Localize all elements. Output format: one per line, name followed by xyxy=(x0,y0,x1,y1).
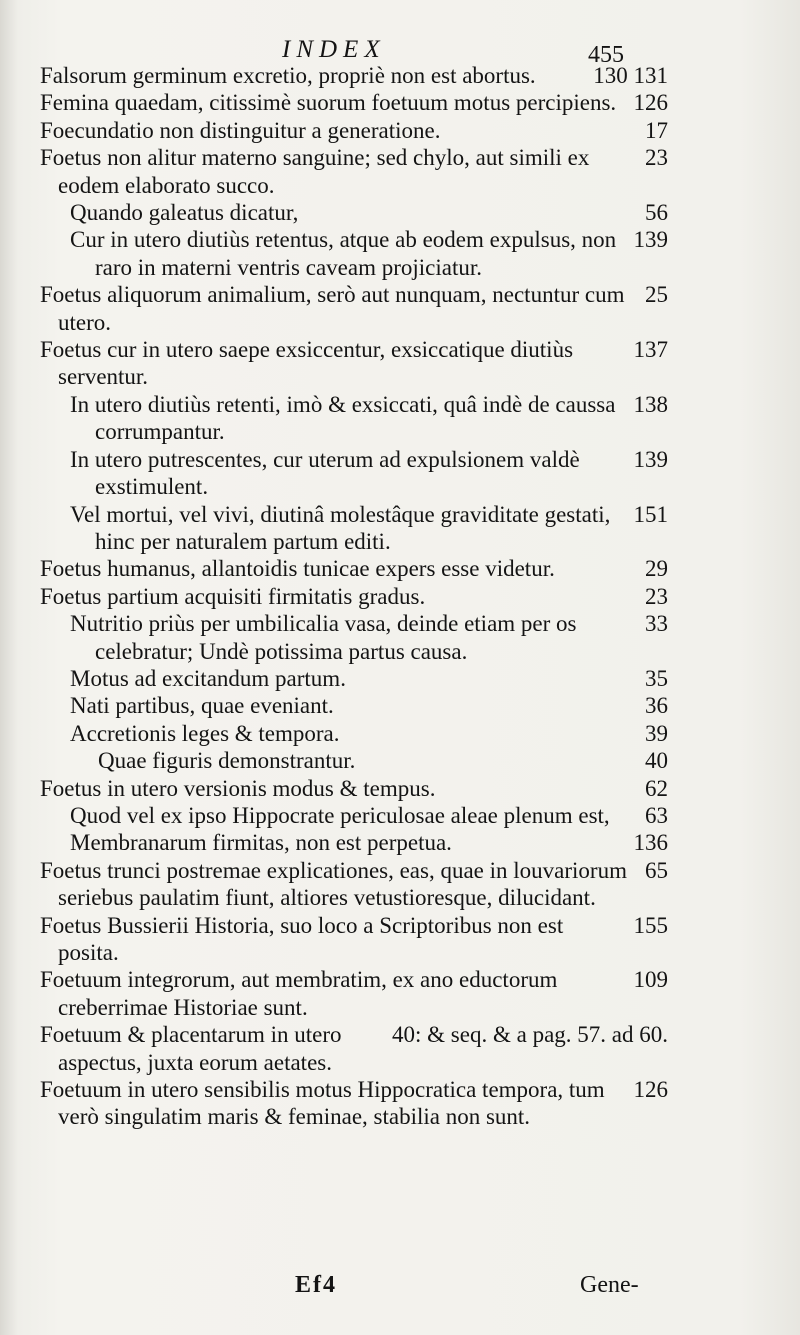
page-reference: 63 xyxy=(645,802,668,828)
entry-text: In utero putrescentes, cur uterum ad expulsionem valdè exstimulent. xyxy=(70,446,580,500)
page-reference: 29 xyxy=(645,556,668,582)
index-entry xyxy=(40,199,668,226)
entry-text: Cur in utero diutiùs retentus, atque ab eodem expulsus, non raro in materni ventris caveam projiciatur. xyxy=(70,227,617,280)
index-entry xyxy=(40,391,668,446)
index-entry xyxy=(40,610,668,665)
page-footer xyxy=(0,1270,800,1310)
index-entry xyxy=(40,89,668,116)
page-reference: 65 xyxy=(645,857,668,883)
entry-text: Nutritio priùs per umbilicalia vasa, deinde etiam per os celebratur; Undè potissima partus causa. xyxy=(70,611,577,664)
entry-text: Foetus non alitur materno sanguine; sed chylo, aut simili ex eodem elaborato succo. xyxy=(40,145,590,198)
entry-text: Foetuum integrorum, aut membratim, ex ano eductorum creberrimae Historiae sunt. xyxy=(40,967,558,1020)
index-entry xyxy=(40,226,668,281)
signature-mark: Ef4 xyxy=(295,1272,337,1298)
index-entry xyxy=(40,912,668,967)
index-entries xyxy=(40,62,668,1131)
entry-text: Foetus in utero versionis modus & tempus. xyxy=(40,775,436,801)
page-reference: 155 xyxy=(633,912,668,938)
entry-text: Quae figuris demonstrantur. xyxy=(98,748,356,774)
page-reference: 137 xyxy=(633,337,668,363)
page-reference: 126 xyxy=(633,1077,668,1103)
entry-text: Foetus partium acquisiti firmitatis gradus. xyxy=(40,583,426,609)
page-reference: 23 xyxy=(645,583,668,609)
index-entry xyxy=(40,583,668,610)
page-reference: 33 xyxy=(645,611,668,637)
entry-text: Foetus trunci postremae explicationes, eas, quae in louvariorum seriebus paulatim fiunt, altiores vetustioresque, dilucidant. xyxy=(40,857,627,911)
index-entry xyxy=(40,117,668,144)
page-reference: 139 xyxy=(633,446,668,472)
entry-text: Foetuum in utero sensibilis motus Hippocratica tempora, tum verò singulatim maris & feminae, stabilia non sunt. xyxy=(40,1077,605,1130)
entry-text: Motus ad excitandum partum. xyxy=(70,665,346,691)
index-entry xyxy=(40,775,668,802)
page-reference: 136 xyxy=(633,830,668,856)
index-entry xyxy=(40,692,668,719)
index-entry xyxy=(40,720,668,747)
index-entry xyxy=(40,829,668,856)
page-reference: 39 xyxy=(645,720,668,746)
entry-text: Foetus humanus, allantoidis tunicae expers esse videtur. xyxy=(40,556,555,582)
entry-text: Foetus Bussierii Historia, suo loco a Scriptoribus non est posita. xyxy=(40,912,564,965)
index-entry xyxy=(40,281,668,336)
index-entry xyxy=(40,62,668,89)
page-reference: 40: & seq. & a pag. 57. ad 60. xyxy=(392,1022,668,1048)
index-entry xyxy=(40,665,668,692)
page-number: 455 xyxy=(588,42,624,68)
page-reference: 109 xyxy=(633,967,668,993)
page-reference: 35 xyxy=(645,665,668,691)
entry-text: Foetuum & placentarum in utero aspectus, juxta eorum aetates. xyxy=(40,1022,342,1075)
index-entry xyxy=(40,966,668,1021)
index-entry xyxy=(40,446,668,501)
catchword: Gene- xyxy=(580,1272,639,1298)
page-reference: 40 xyxy=(645,748,668,774)
index-entry xyxy=(40,1076,668,1131)
page-reference: 56 xyxy=(645,200,668,226)
index-entry xyxy=(40,747,668,774)
page-reference: 17 xyxy=(645,117,668,143)
page-reference: 130 131 xyxy=(593,63,668,88)
index-entry xyxy=(40,555,668,582)
entry-text: Falsorum germinum excretio, propriè non est abortus. xyxy=(40,63,536,88)
index-entry xyxy=(40,501,668,556)
page-reference: 138 xyxy=(633,391,668,417)
index-entry xyxy=(40,857,668,912)
running-title: INDEX xyxy=(282,36,386,63)
entry-text: Foetus cur in utero saepe exsiccentur, exsiccatique diutiùs serventur. xyxy=(40,337,574,390)
entry-text: Accretionis leges & tempora. xyxy=(70,720,340,746)
entry-text: Membranarum firmitas, non est perpetua. xyxy=(70,830,452,856)
index-entry xyxy=(40,802,668,829)
page-reference: 151 xyxy=(633,501,668,527)
entry-text: Quod vel ex ipso Hippocrate periculosae aleae plenum est, xyxy=(70,802,610,828)
entry-text: Foetus aliquorum animalium, serò aut nunquam, nectuntur cum utero. xyxy=(40,282,625,335)
index-entry xyxy=(40,144,668,199)
page-reference: 126 xyxy=(633,90,668,116)
page-reference: 62 xyxy=(645,775,668,801)
entry-text: Femina quaedam, citissimè suorum foetuum motus percipiens. xyxy=(40,90,617,116)
page-reference: 36 xyxy=(645,693,668,719)
index-entry xyxy=(40,1021,668,1076)
index-entry xyxy=(40,336,668,391)
entry-text: Nati partibus, quae eveniant. xyxy=(70,693,334,719)
entry-text: In utero diutiùs retenti, imò & exsiccati, quâ indè de caussa corrumpantur. xyxy=(70,391,616,445)
page-reference: 23 xyxy=(645,145,668,171)
entry-text: Foecundatio non distinguitur a generatione. xyxy=(40,117,441,143)
page-reference: 139 xyxy=(633,227,668,253)
entry-text: Vel mortui, vel vivi, diutinâ molestâque graviditate gestati, hinc per naturalem partum editi. xyxy=(70,501,611,554)
entry-text: Quando galeatus dicatur, xyxy=(70,200,299,226)
page-reference: 25 xyxy=(645,282,668,308)
